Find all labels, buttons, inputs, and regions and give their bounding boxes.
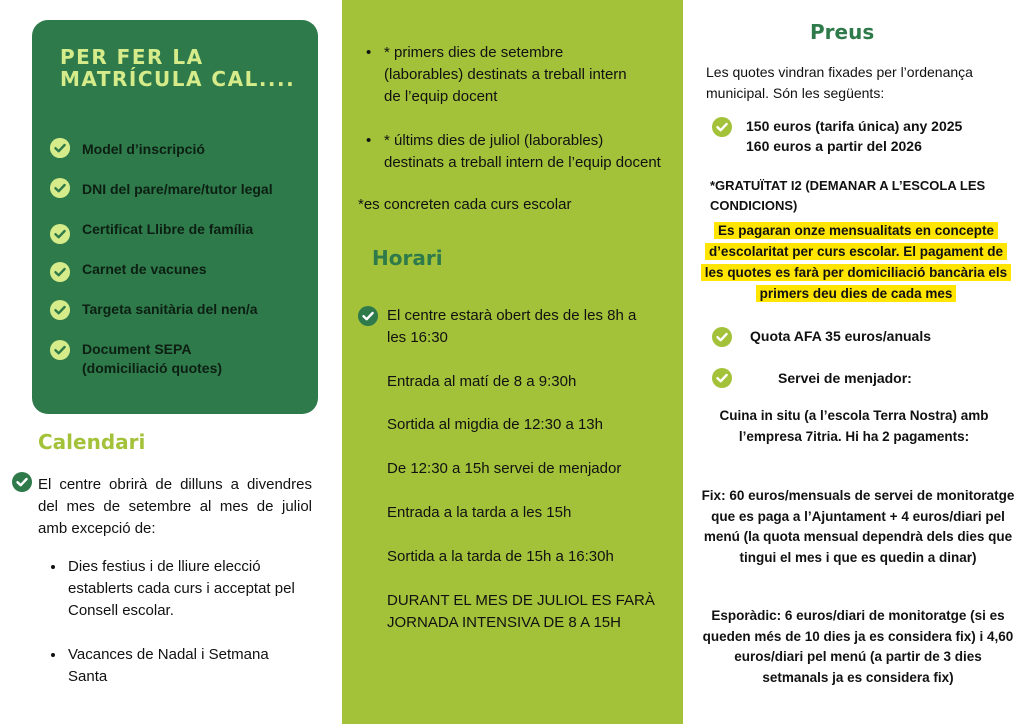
card-title	[60, 46, 310, 90]
price-block	[746, 116, 1016, 156]
requirement-item: DNI del pare/mare/tutor legal	[82, 181, 273, 197]
fixed-payment: Fix: 60 euros/mensuals de servei de monitoratge que es paga a l’Ajuntament + 4 euros/diari pel menú (la quota mensual dependrà dels dies que tingui el mes i que es quedin a dinar)	[701, 488, 1015, 565]
list-item: • Vacances de Nadal i Setmana Santa	[66, 644, 306, 688]
check-icon	[712, 117, 732, 137]
schedule-item: Entrada al matí de 8 a 9:30h	[387, 373, 577, 390]
schedule-item: Sortida al migdia de 12:30 a 13h	[387, 416, 603, 433]
check-icon	[50, 224, 70, 244]
list-item	[366, 130, 666, 174]
schedule-heading: Horari	[372, 246, 443, 270]
requirement-item: Targeta sanitària del nen/a	[82, 301, 258, 317]
check-icon	[50, 300, 70, 320]
price-line: 150 euros (tarifa única) any 2025	[746, 118, 963, 134]
sporadic-payment: Esporàdic: 6 euros/diari de monitoratge (si es queden més de 10 dies ja es considera fix) i 4,60 euros/diari pel menú (a partir de 3 dies setmanals ja es considera fix)	[702, 608, 1014, 685]
check-icon	[712, 368, 732, 388]
list-item	[366, 42, 666, 108]
check-icon	[712, 327, 732, 347]
bullet-dot: •	[366, 44, 372, 61]
note: *es concreten cada curs escolar	[358, 196, 572, 213]
requirements-card	[32, 20, 318, 414]
schedule-item: Entrada a la tarda a les 15h	[387, 504, 572, 521]
price-line: 160 euros a partir del 2026	[746, 138, 922, 154]
afa-fee: Quota AFA 35 euros/anuals	[750, 328, 932, 344]
prices-heading: Preus	[810, 20, 875, 44]
card-title-line1: PER FER LA	[60, 45, 204, 69]
check-icon	[50, 340, 70, 360]
payment-highlight	[698, 220, 1014, 304]
requirement-item	[82, 340, 322, 378]
list-item: • Dies festius i de lliure elecció establerts cada curs i acceptat pel Consell escolar.	[66, 556, 322, 622]
schedule-item: De 12:30 a 15h servei de menjador	[387, 460, 622, 477]
list-item-text: * primers dies de setembre (laborables) destinats a treball intern de l’equip docent	[384, 44, 627, 105]
requirement-item: Model d’inscripció	[82, 141, 205, 157]
schedule-item: Sortida a la tarda de 15h a 16:30h	[387, 548, 614, 565]
check-icon	[50, 262, 70, 282]
calendar-heading: Calendari	[38, 430, 146, 454]
card-title-line2: MATRÍCULA CAL....	[60, 67, 296, 91]
check-icon	[358, 306, 378, 326]
lunch-service-title: Servei de menjador:	[778, 370, 912, 386]
requirement-item: Certificat Llibre de família	[82, 221, 254, 237]
calendar-exceptions	[48, 556, 322, 688]
prices-intro: Les quotes vindran fixades per l’ordenança municipal. Són les següents:	[706, 64, 973, 101]
highlighted-text: Es pagaran onze mensualitats en concepte d’escolaritat per curs escolar. El pagament de les quotes es farà per domiciliació bancària els primers deu dies de cada mes	[701, 222, 1011, 302]
schedule-item: El centre estarà obert des de les 8h a les 16:30	[387, 307, 637, 346]
check-icon	[50, 138, 70, 158]
bullet-dot: •	[366, 132, 372, 149]
kitchen-info: Cuina in situ (a l’escola Terra Nostra) amb l’empresa 7itria. Hi ha 2 pagaments:	[719, 408, 989, 444]
check-icon	[50, 178, 70, 198]
schedule-item: DURANT EL MES DE JULIOL ES FARÀ JORNADA INTENSIVA DE 8 A 15H	[387, 592, 655, 631]
gratuitat-note: *GRATUÏTAT I2 (DEMANAR A L’ESCOLA LES CONDICIONS)	[710, 178, 986, 213]
requirement-item: Carnet de vacunes	[82, 261, 207, 277]
requirement-line: Document SEPA	[82, 341, 192, 357]
left-panel	[0, 0, 342, 724]
list-item-text: * últims dies de juliol (laborables) destinats a treball intern de l’equip docent	[384, 132, 661, 171]
calendar-intro: El centre obrirà de dilluns a divendres del mes de setembre al mes de juliol amb excepció de:	[38, 476, 312, 537]
requirement-line: (domiciliació quotes)	[82, 360, 223, 376]
check-icon	[12, 472, 32, 492]
